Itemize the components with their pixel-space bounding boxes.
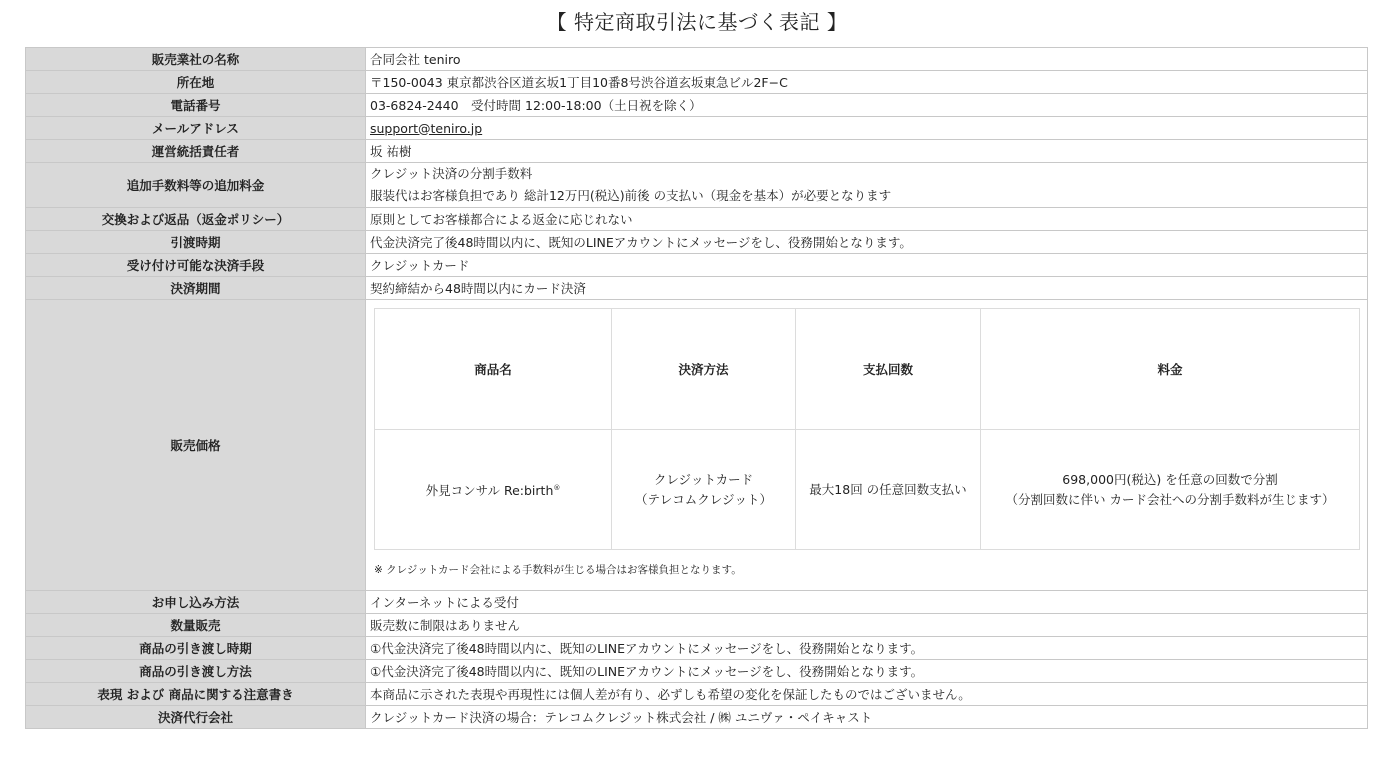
email-cell <box>366 117 1368 140</box>
row-label: 電話番号 <box>26 94 366 117</box>
legal-notice-table <box>25 47 1368 729</box>
installments-cell: 最大18回 の任意回数支払い <box>796 430 981 550</box>
extra-fees-line: 服装代はお客様負担であり 総計12万円(税込)前後 の支払い（現金を基本）が必要となります <box>370 188 892 203</box>
table-row <box>26 683 1368 706</box>
table-row <box>26 140 1368 163</box>
phone-value: 03-6824-2440 受付時間 12:00-18:00（土日祝を除く） <box>366 94 1368 117</box>
table-row <box>26 71 1368 94</box>
row-label: 引渡時期 <box>26 231 366 254</box>
company-name-value: 合同会社 teniro <box>366 48 1368 71</box>
table-row <box>26 277 1368 300</box>
page-title: 【 特定商取引法に基づく表記 】 <box>546 10 848 34</box>
email-link[interactable]: support@teniro.jp <box>370 120 483 136</box>
table-row <box>26 231 1368 254</box>
row-label: 商品の引き渡し方法 <box>26 660 366 683</box>
table-row <box>26 48 1368 71</box>
header-installments: 支払回数 <box>796 309 981 430</box>
address-value: 〒150-0043 東京都渋谷区道玄坂1丁目10番8号渋谷道玄坂東急ビル2F−C <box>366 71 1368 94</box>
row-label: 表現 および 商品に関する注意書き <box>26 683 366 706</box>
fee-line: （分割回数に伴い カード会社への分割手数料が生じます） <box>1005 491 1335 507</box>
delivery-time-value: 代金決済完了後48時間以内に、既知のLINEアカウントにメッセージをし、役務開始となります。 <box>366 231 1368 254</box>
table-row <box>26 300 1368 591</box>
row-label: 販売業社の名称 <box>26 48 366 71</box>
table-row <box>26 163 1368 208</box>
header-product-name: 商品名 <box>375 309 612 430</box>
row-label: メールアドレス <box>26 117 366 140</box>
price-table-row <box>375 430 1360 550</box>
payment-agent-value: クレジットカード決済の場合：テレコムクレジット株式会社 / ㈱ ユニヴァ・ペイキャスト <box>366 706 1368 729</box>
registered-mark: ® <box>553 483 561 492</box>
quantity-value: 販売数に制限はありません <box>366 614 1368 637</box>
row-label: 商品の引き渡し時期 <box>26 637 366 660</box>
price-table <box>374 308 1360 550</box>
fee-line: 698,000円(税込) を任意の回数で分割 <box>1062 471 1278 487</box>
row-label: 交換および返品（返金ポリシー） <box>26 208 366 231</box>
handover-method-value: ①代金決済完了後48時間以内に、既知のLINEアカウントにメッセージをし、役務開始となります。 <box>366 660 1368 683</box>
product-name-cell <box>375 430 612 550</box>
payment-method-line: クレジットカード <box>653 471 754 487</box>
row-label: 数量販売 <box>26 614 366 637</box>
returns-value: 原則としてお客様都合による返金に応じれない <box>366 208 1368 231</box>
table-row <box>26 208 1368 231</box>
row-label: 決済期間 <box>26 277 366 300</box>
payment-method-cell <box>612 430 796 550</box>
row-label: 受け付け可能な決済手段 <box>26 254 366 277</box>
row-label: 販売価格 <box>26 300 366 591</box>
price-table-header <box>375 309 1360 430</box>
application-value: インターネットによる受付 <box>366 591 1368 614</box>
table-row <box>26 706 1368 729</box>
payment-methods-value: クレジットカード <box>366 254 1368 277</box>
row-label: お申し込み方法 <box>26 591 366 614</box>
row-label: 所在地 <box>26 71 366 94</box>
table-row <box>26 637 1368 660</box>
table-row <box>26 117 1368 140</box>
table-row <box>26 614 1368 637</box>
table-row <box>26 591 1368 614</box>
payment-method-line: （テレコムクレジット） <box>635 491 772 507</box>
price-cell <box>366 300 1368 591</box>
fee-cell <box>981 430 1360 550</box>
row-label: 運営統括責任者 <box>26 140 366 163</box>
table-row <box>26 94 1368 117</box>
product-name: 外見コンサル Re:birth <box>425 483 554 499</box>
disclaimer-value: 本商品に示された表現や再現性には個人差が有り、必ずしも希望の変化を保証したものではございません。 <box>366 683 1368 706</box>
payment-period-value: 契約締結から48時間以内にカード決済 <box>366 277 1368 300</box>
price-note: ※ クレジットカード会社による手数料が生じる場合はお客様負担となります。 <box>374 564 742 576</box>
extra-fees-value <box>366 163 1368 208</box>
table-row <box>26 660 1368 683</box>
table-row <box>26 254 1368 277</box>
header-fee: 料金 <box>981 309 1360 430</box>
manager-value: 坂 祐樹 <box>366 140 1368 163</box>
row-label: 追加手数料等の追加料金 <box>26 163 366 208</box>
handover-time-value: ①代金決済完了後48時間以内に、既知のLINEアカウントにメッセージをし、役務開始となります。 <box>366 637 1368 660</box>
extra-fees-line: クレジット決済の分割手数料 <box>370 166 533 181</box>
header-payment-method: 決済方法 <box>612 309 796 430</box>
row-label: 決済代行会社 <box>26 706 366 729</box>
